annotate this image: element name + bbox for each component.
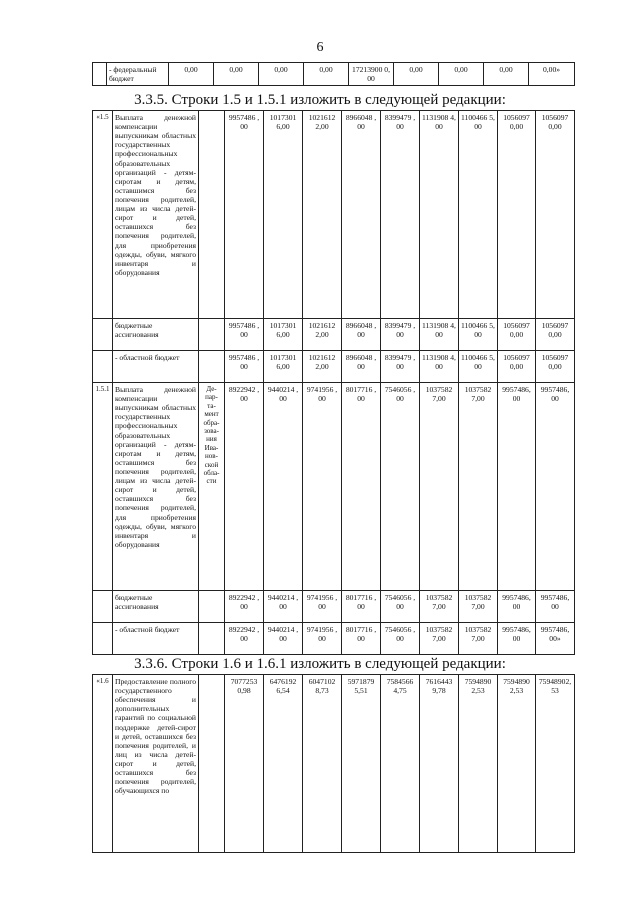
value-cell: 17213900 0,00 <box>349 63 394 86</box>
value-cell: 1056097 0,00 <box>536 319 575 351</box>
value-cell: 9957486, 00 <box>498 383 536 591</box>
value-cell: 8399479 ,00 <box>381 351 420 383</box>
value-cell: 9741956 ,00 <box>303 591 342 623</box>
top-table <box>92 62 575 86</box>
value-cell: 8966048 ,00 <box>342 111 381 319</box>
value-cell: 0,00 <box>439 63 484 86</box>
value-cell: 9741956 ,00 <box>303 623 342 655</box>
value-cell: 1100466 5,00 <box>459 319 498 351</box>
value-cell: 1131908 4,00 <box>420 319 459 351</box>
value-cell: 9957486, 00 <box>536 591 575 623</box>
executor-cell: Де- пар- та- мент обра- зова- ния Ива- нов- ской обла- сти <box>199 383 225 591</box>
value-cell: 1037582 7,00 <box>459 591 498 623</box>
row-number-cell: 1.5.1 <box>93 383 113 591</box>
row-number-cell <box>93 319 113 351</box>
value-cell: 1021612 2,00 <box>303 351 342 383</box>
value-cell: 1131908 4,00 <box>420 351 459 383</box>
executor-cell <box>199 591 225 623</box>
table-row <box>93 351 575 383</box>
value-cell: 9957486, 00» <box>536 623 575 655</box>
table-row <box>93 623 575 655</box>
value-cell: 1017301 6,00 <box>264 319 303 351</box>
value-cell: 1037582 7,00 <box>459 383 498 591</box>
value-cell: 5971879 5,51 <box>342 675 381 853</box>
row-label: бюджетные ассигнования <box>113 319 199 351</box>
section-heading: 3.3.5. Строки 1.5 и 1.5.1 изложить в следующей редакции: <box>134 92 506 108</box>
value-cell: 7546056 ,00 <box>381 383 420 591</box>
value-cell: 8017716 ,00 <box>342 591 381 623</box>
value-cell: 8399479 ,00 <box>381 319 420 351</box>
value-cell: 6047102 8,73 <box>303 675 342 853</box>
row-number-cell <box>93 63 107 86</box>
value-cell: 0,00 <box>484 63 529 86</box>
value-cell: 7077253 0,98 <box>225 675 264 853</box>
row-number-cell <box>93 623 113 655</box>
value-cell: 1056097 0,00 <box>498 319 536 351</box>
value-cell: 9957486, 00 <box>536 383 575 591</box>
value-cell: 9957486 ,00 <box>225 111 264 319</box>
value-cell: 1017301 6,00 <box>264 111 303 319</box>
value-cell: 8922942 ,00 <box>225 623 264 655</box>
executor-cell <box>199 623 225 655</box>
table-row <box>93 111 575 319</box>
value-cell: 75948902, 53 <box>536 675 575 853</box>
value-cell: 8399479 ,00 <box>381 111 420 319</box>
page-number: 6 <box>316 40 324 55</box>
value-cell: 1056097 0,00 <box>498 351 536 383</box>
value-cell: 8922942 ,00 <box>225 383 264 591</box>
section-heading: 3.3.6. Строки 1.6 и 1.6.1 изложить в следующей редакции: <box>134 656 506 672</box>
value-cell: 6476192 6,54 <box>264 675 303 853</box>
value-cell: 8017716 ,00 <box>342 623 381 655</box>
value-cell: 9957486, 00 <box>498 623 536 655</box>
value-cell: 7616443 9,78 <box>420 675 459 853</box>
executor-cell <box>199 351 225 383</box>
value-cell: 8966048 ,00 <box>342 351 381 383</box>
value-cell: 1131908 4,00 <box>420 111 459 319</box>
value-cell: 9440214 ,00 <box>264 591 303 623</box>
value-cell: 9440214 ,00 <box>264 623 303 655</box>
program-table <box>92 674 575 853</box>
value-cell: 8017716 ,00 <box>342 383 381 591</box>
row-label: Выплата денежной компенсации выпускникам областных государственных профессиональных образовательных организаций - детям-сиротам и детям, оставшимся без попечения родителей, лицам из числа детей-сирот и детей, оставшихся без попечения родителей, для приобретения одежды, обуви, мягкого инвентаря и оборудования <box>113 383 199 591</box>
value-cell: 7546056 ,00 <box>381 591 420 623</box>
value-cell: 7594890 2,53 <box>498 675 536 853</box>
value-cell: 8922942 ,00 <box>225 591 264 623</box>
value-cell: 9741956 ,00 <box>303 383 342 591</box>
value-cell: 1100466 5,00 <box>459 111 498 319</box>
value-cell: 1056097 0,00 <box>536 351 575 383</box>
value-cell: 1037582 7,00 <box>420 623 459 655</box>
value-cell: 0,00 <box>214 63 259 86</box>
row-number-cell <box>93 351 113 383</box>
value-cell: 9957486 ,00 <box>225 351 264 383</box>
value-cell: 1056097 0,00 <box>498 111 536 319</box>
value-cell: 9957486, 00 <box>498 591 536 623</box>
value-cell: 1056097 0,00 <box>536 111 575 319</box>
value-cell: 1021612 2,00 <box>303 319 342 351</box>
row-number-cell: «1.5 <box>93 111 113 319</box>
row-label: бюджетные ассигнования <box>113 591 199 623</box>
table-row <box>93 63 575 86</box>
executor-cell <box>199 319 225 351</box>
value-cell: 0,00 <box>394 63 439 86</box>
value-cell: 9957486 ,00 <box>225 319 264 351</box>
value-cell: 7584566 4,75 <box>381 675 420 853</box>
row-label: Выплата денежной компенсации выпускникам областных государственных профессиональных образовательных организаций - детям-сиротам и детям, оставшимся без попечения родителей, лицам из числа детей-сирот и детей, оставшихся без попечения родителей, для приобретения одежды, обуви, мягкого инвентаря и оборудования <box>113 111 199 319</box>
value-cell: 1017301 6,00 <box>264 351 303 383</box>
value-cell: 1037582 7,00 <box>420 591 459 623</box>
value-cell: 0,00» <box>529 63 575 86</box>
row-number-cell <box>93 591 113 623</box>
value-cell: 7594890 2,53 <box>459 675 498 853</box>
table-row <box>93 591 575 623</box>
table-row <box>93 383 575 591</box>
executor-cell <box>199 111 225 319</box>
row-number-cell: «1.6 <box>93 675 113 853</box>
row-label: - областной бюджет <box>113 351 199 383</box>
value-cell: 1037582 7,00 <box>459 623 498 655</box>
value-cell: 8966048 ,00 <box>342 319 381 351</box>
program-table <box>92 110 575 655</box>
value-cell: 0,00 <box>259 63 304 86</box>
table-row <box>93 675 575 853</box>
value-cell: 9440214 ,00 <box>264 383 303 591</box>
row-label: - федеральный бюджет <box>107 63 169 86</box>
value-cell: 1100466 5,00 <box>459 351 498 383</box>
value-cell: 0,00 <box>169 63 214 86</box>
executor-cell <box>199 675 225 853</box>
value-cell: 7546056 ,00 <box>381 623 420 655</box>
row-label: Предоставление полного государственного обеспечения и дополнительных гарантий по социальной поддержке детей-сирот и детей, оставшихся без попечения родителей, и лиц из числа детей-сирот и детей, оставшихся без попечения родителей, обучающихся по <box>113 675 199 853</box>
value-cell: 1037582 7,00 <box>420 383 459 591</box>
table-row <box>93 319 575 351</box>
row-label: - областной бюджет <box>113 623 199 655</box>
value-cell: 0,00 <box>304 63 349 86</box>
value-cell: 1021612 2,00 <box>303 111 342 319</box>
